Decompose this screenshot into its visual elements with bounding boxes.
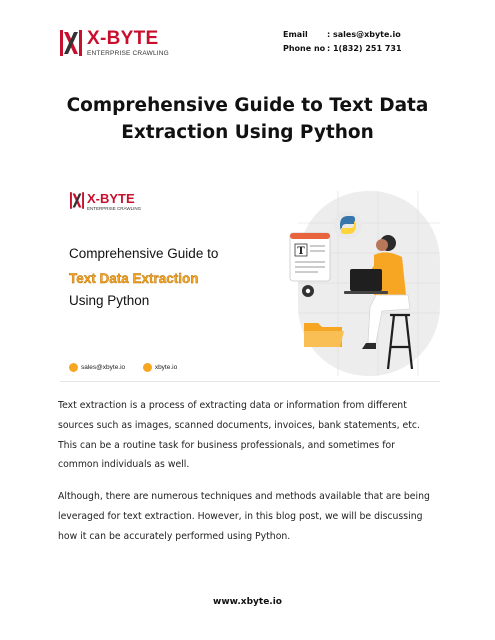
- hero-banner: [60, 183, 440, 382]
- contact-block: [283, 28, 402, 56]
- brand-tagline: ENTERPRISE CRAWLING: [87, 50, 169, 57]
- banner-website: xbyte.io: [154, 364, 178, 372]
- xbyte-logo-icon: [70, 192, 84, 209]
- banner-illustration: [278, 183, 440, 382]
- footer-website-link[interactable]: www.xbyte.io: [213, 597, 282, 607]
- method-paragraph: Although, there are numerous techniques and methods available that are being leveraged for text extraction. However, in this blog post, we will be discussing how it can be accurately performed using Python.: [58, 491, 430, 542]
- email-label: Email: [283, 30, 308, 39]
- mail-icon: [69, 363, 78, 372]
- banner-headline-line1: Comprehensive Guide to: [69, 246, 219, 261]
- brand-name: X-BYTE: [87, 28, 159, 49]
- email-row: [283, 28, 402, 42]
- intro-paragraph: Text extraction is a process of extracting data or information from different sources such as images, scanned documents, invoices, bank statements, etc. This can be a routine task for business professionals, and sometimes for common individuals as well.: [58, 400, 420, 471]
- phone-row: [283, 42, 402, 56]
- document-icon: [290, 233, 330, 281]
- email-value[interactable]: : sales@xbyte.io: [327, 30, 401, 39]
- laptop-icon: [344, 269, 388, 294]
- banner-logo: [70, 191, 154, 215]
- xbyte-logo-icon: [60, 30, 82, 56]
- banner-brand-name: X-BYTE: [87, 191, 135, 206]
- page-title: Comprehensive Guide to Text Data Extraction Using Python: [66, 95, 429, 143]
- banner-contact: [69, 363, 177, 372]
- banner-brand-tagline: ENTERPRISE CRAWLING: [87, 206, 142, 211]
- banner-email: sales@xbyte.io: [81, 364, 126, 372]
- banner-headline-line3: Using Python: [69, 293, 150, 308]
- phone-value[interactable]: : 1(832) 251 731: [327, 44, 402, 53]
- python-logo-icon: [334, 211, 362, 239]
- globe-icon: [143, 363, 152, 372]
- gear-icon: [302, 285, 314, 297]
- banner-headline-line2: Text Data Extraction: [69, 271, 199, 286]
- brand-logo: [60, 28, 180, 62]
- phone-label: Phone no: [283, 44, 326, 53]
- doc-glyph: T: [297, 246, 305, 257]
